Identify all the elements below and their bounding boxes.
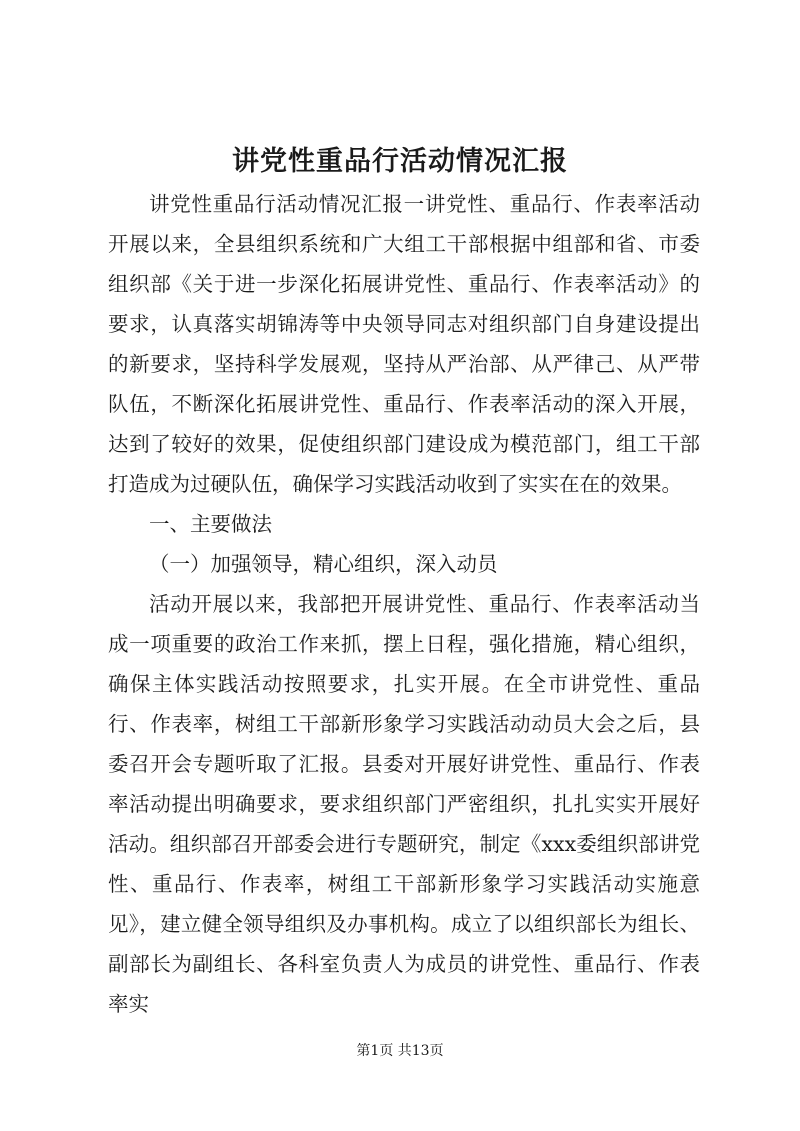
paragraph-activity-details: 活动开展以来，我部把开展讲党性、重品行、作表率活动当成一项重要的政治工作来抓，摆上日程，强化措施，精心组织，确保主体实践活动按照要求，扎实开展。在全市讲党性、重品行、作表率，树组工干部新形象学习实践活动动员大会之后，县委召开会专题听取了汇报。县委对开展好讲党性、重品行、作表率活动提出明确要求，要求组织部门严密组织，扎扎实实开展好活动。组织部召开部委会进行专题研究，制定《xxx委组织部讲党性、重品行、作表率，树组工干部新形象学习实践活动实施意见》，建立健全领导组织及办事机构。成立了以组织部长为组长、副部长为副组长、各科室负责人为成员的讲党性、重品行、作表率实 xyxy=(108,592,700,1016)
page-number-footer: 第1页 共13页 xyxy=(356,1043,444,1059)
section-heading-main-practices: 一、主要做法 xyxy=(149,512,272,536)
paragraph-intro: 讲党性重品行活动情况汇报一讲党性、重品行、作表率活动开展以来，全县组织系统和广大组工干部根据中组部和省、市委组织部《关于进一步深化拓展讲党性、重品行、作表率活动》的要求，认真落实胡锦涛等中央领导同志对组织部门自身建设提出的新要求，坚持科学发展观，坚持从严治部、从严律己、从严带队伍，不断深化拓展讲党性、重品行、作表率活动的深入开展，达到了较好的效果，促使组织部门建设成为模范部门，组工干部打造成为过硬队伍，确保学习实践活动收到了实实在在的效果。 xyxy=(108,192,700,496)
subsection-heading-leadership: （一）加强领导，精心组织，深入动员 xyxy=(149,552,498,576)
document-title: 讲党性重品行活动情况汇报 xyxy=(232,146,568,177)
document-body xyxy=(108,184,700,1024)
